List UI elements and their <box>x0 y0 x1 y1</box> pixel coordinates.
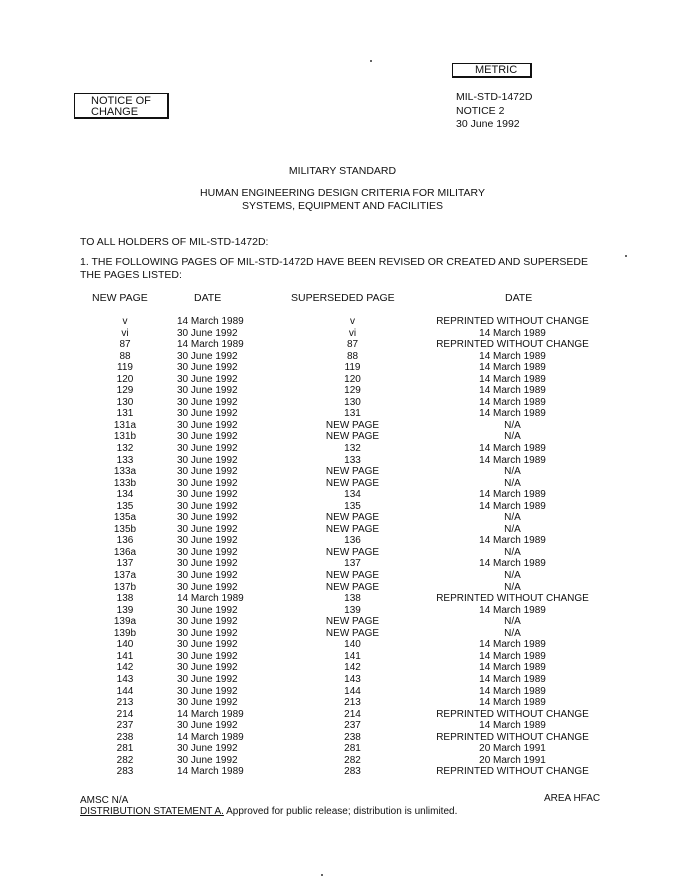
new-page-cell: 136a <box>113 546 137 558</box>
superseded-page-cell: 131 <box>344 408 361 420</box>
new-page-cell: 237 <box>116 720 134 732</box>
table-row <box>0 512 685 524</box>
table-row <box>0 455 685 467</box>
date-cell: 30 June 1992 <box>177 570 238 582</box>
superseded-date-cell: 20 March 1991 <box>479 743 546 755</box>
date-cell: 30 June 1992 <box>177 627 238 639</box>
superseded-date-cell: 14 March 1989 <box>479 697 546 709</box>
date-cell: 30 June 1992 <box>177 431 238 443</box>
new-page-cell: 139b <box>113 627 137 639</box>
superseded-page-cell: 134 <box>344 489 361 501</box>
superseded-page-cell: NEW PAGE <box>325 477 380 489</box>
new-page-cell: 140 <box>116 639 134 651</box>
document-title-line-2: SYSTEMS, EQUIPMENT AND FACILITIES <box>241 200 444 212</box>
superseded-page-cell: 281 <box>344 743 361 755</box>
date-cell: 14 March 1989 <box>177 316 244 327</box>
table-row <box>0 431 685 443</box>
new-page-cell: 141 <box>116 650 134 662</box>
superseded-page-cell: 138 <box>344 593 361 605</box>
superseded-page-cell: 119 <box>344 362 361 374</box>
superseded-date-cell: 14 March 1989 <box>479 408 546 420</box>
date-cell: 30 June 1992 <box>177 673 238 685</box>
document-title-line-1: HUMAN ENGINEERING DESIGN CRITERIA FOR MILITARY <box>200 187 485 199</box>
superseded-date-cell: N/A <box>504 466 521 478</box>
superseded-page-cell: NEW PAGE <box>325 419 380 431</box>
superseded-date-cell: 14 March 1989 <box>479 604 546 616</box>
notice-date: 30 June 1992 <box>456 118 520 130</box>
table-row <box>0 766 685 778</box>
superseded-date-cell: N/A <box>504 477 521 489</box>
table-row <box>0 662 685 674</box>
superseded-page-cell: 140 <box>344 639 361 651</box>
table-row <box>0 339 685 351</box>
column-header-date: DATE <box>194 292 222 304</box>
new-page-cell: 87 <box>119 339 131 351</box>
table-row <box>0 362 685 374</box>
date-cell: 30 June 1992 <box>177 604 238 616</box>
date-cell: 30 June 1992 <box>177 500 238 512</box>
new-page-cell: 132 <box>116 443 134 455</box>
superseded-page-cell: vi <box>348 327 357 339</box>
new-page-cell: 213 <box>116 697 134 709</box>
superseded-date-cell: 14 March 1989 <box>479 639 546 651</box>
new-page-cell: 129 <box>116 385 134 397</box>
superseded-date-cell: 14 March 1989 <box>479 396 546 408</box>
table-row <box>0 558 685 570</box>
superseded-page-cell: NEW PAGE <box>325 466 380 478</box>
document-id: MIL-STD-1472D <box>456 91 533 103</box>
superseded-page-cell: 283 <box>344 766 361 778</box>
distribution-label: DISTRIBUTION STATEMENT A. <box>80 806 224 817</box>
superseded-date-cell: 14 March 1989 <box>479 373 546 385</box>
date-cell: 14 March 1989 <box>177 731 244 743</box>
table-row <box>0 408 685 420</box>
standard-title: MILITARY STANDARD <box>288 165 397 177</box>
table-row <box>0 639 685 651</box>
table-row <box>0 686 685 698</box>
date-cell: 30 June 1992 <box>177 489 238 501</box>
superseded-date-cell: N/A <box>504 523 521 535</box>
page-table <box>0 316 685 778</box>
area-code: AREA HFAC <box>544 793 601 804</box>
table-row <box>0 397 685 409</box>
date-cell: 14 March 1989 <box>177 593 244 605</box>
new-page-cell: 139a <box>113 616 137 628</box>
new-page-cell: 88 <box>119 350 131 362</box>
superseded-page-cell: 130 <box>344 396 361 408</box>
new-page-cell: 131a <box>113 419 137 431</box>
superseded-date-cell: REPRINTED WITHOUT CHANGE <box>436 593 589 605</box>
amsc-code: AMSC N/A <box>80 795 129 806</box>
superseded-date-cell: N/A <box>504 627 521 639</box>
notice-number: NOTICE 2 <box>456 104 505 117</box>
scan-speck <box>625 255 627 257</box>
superseded-page-cell: 139 <box>344 604 361 616</box>
scan-speck <box>321 874 323 876</box>
table-row <box>0 570 685 582</box>
superseded-date-cell: REPRINTED WITHOUT CHANGE <box>436 339 589 351</box>
table-row <box>0 385 685 397</box>
superseded-page-cell: NEW PAGE <box>325 616 380 628</box>
date-cell: 30 June 1992 <box>177 662 238 674</box>
superseded-page-cell: 129 <box>344 385 361 397</box>
date-cell: 30 June 1992 <box>177 419 238 431</box>
superseded-page-cell: 132 <box>344 443 361 455</box>
new-page-cell: 137b <box>113 581 137 593</box>
superseded-page-cell: 214 <box>344 708 361 720</box>
new-page-cell: 119 <box>117 362 133 374</box>
superseded-date-cell: N/A <box>504 431 521 443</box>
superseded-date-cell: N/A <box>504 546 521 558</box>
new-page-cell: v <box>122 316 128 327</box>
date-cell: 30 June 1992 <box>177 443 238 455</box>
date-cell: 30 June 1992 <box>177 512 238 524</box>
superseded-page-cell: NEW PAGE <box>325 627 380 639</box>
superseded-date-cell: 14 March 1989 <box>479 662 546 674</box>
table-row <box>0 478 685 490</box>
superseded-date-cell: 14 March 1989 <box>479 673 546 685</box>
new-page-cell: 134 <box>116 489 134 501</box>
superseded-page-cell: 282 <box>344 754 361 766</box>
table-row <box>0 535 685 547</box>
table-row <box>0 743 685 755</box>
superseded-date-cell: 14 March 1989 <box>479 454 546 466</box>
superseded-date-cell: 20 March 1991 <box>479 754 546 766</box>
table-row <box>0 582 685 594</box>
superseded-date-cell: 14 March 1989 <box>479 443 546 455</box>
superseded-date-cell: 14 March 1989 <box>479 685 546 697</box>
superseded-page-cell: 120 <box>344 373 361 385</box>
date-cell: 14 March 1989 <box>177 766 244 778</box>
superseded-date-cell: REPRINTED WITHOUT CHANGE <box>436 316 589 327</box>
superseded-date-cell: N/A <box>504 570 521 582</box>
superseded-page-cell: 136 <box>344 535 361 547</box>
new-page-cell: 238 <box>116 731 134 743</box>
date-cell: 30 June 1992 <box>177 466 238 478</box>
date-cell: 30 June 1992 <box>177 454 238 466</box>
new-page-cell: 135b <box>113 523 137 535</box>
date-cell: 30 June 1992 <box>177 535 238 547</box>
date-cell: 14 March 1989 <box>177 708 244 720</box>
new-page-cell: 143 <box>116 673 134 685</box>
table-row <box>0 374 685 386</box>
new-page-cell: 144 <box>116 685 134 697</box>
superseded-page-cell: 143 <box>344 673 361 685</box>
table-row <box>0 443 685 455</box>
new-page-cell: 131b <box>113 431 137 443</box>
superseded-page-cell: 238 <box>344 731 361 743</box>
date-cell: 30 June 1992 <box>177 685 238 697</box>
date-cell: 30 June 1992 <box>177 477 238 489</box>
date-cell: 30 June 1992 <box>177 616 238 628</box>
date-cell: 14 March 1989 <box>177 339 244 351</box>
superseded-page-cell: 142 <box>344 662 361 674</box>
superseded-page-cell: NEW PAGE <box>325 546 380 558</box>
table-row <box>0 501 685 513</box>
date-cell: 30 June 1992 <box>177 743 238 755</box>
date-cell: 30 June 1992 <box>177 754 238 766</box>
table-row <box>0 547 685 559</box>
superseded-date-cell: 14 March 1989 <box>479 535 546 547</box>
holders-line: TO ALL HOLDERS OF MIL-STD-1472D: <box>80 236 269 248</box>
table-row <box>0 605 685 617</box>
table-row <box>0 316 685 328</box>
superseded-date-cell: 14 March 1989 <box>479 327 546 339</box>
new-page-cell: 214 <box>116 708 134 720</box>
superseded-date-cell: 14 March 1989 <box>479 489 546 501</box>
table-row <box>0 732 685 744</box>
table-row <box>0 616 685 628</box>
date-cell: 30 June 1992 <box>177 720 238 732</box>
table-row <box>0 489 685 501</box>
superseded-date-cell: REPRINTED WITHOUT CHANGE <box>436 731 589 743</box>
table-row <box>0 709 685 721</box>
table-row <box>0 351 685 363</box>
superseded-date-cell: 14 March 1989 <box>479 500 546 512</box>
new-page-cell: 138 <box>116 593 134 605</box>
superseded-date-cell: 14 March 1989 <box>479 350 546 362</box>
superseded-page-cell: 137 <box>344 558 361 570</box>
superseded-date-cell: N/A <box>504 616 521 628</box>
superseded-date-cell: 14 March 1989 <box>479 720 546 732</box>
distribution-text: Approved for public release; distribution is unlimited. <box>223 806 458 817</box>
superseded-page-cell: NEW PAGE <box>325 431 380 443</box>
superseded-page-cell: 87 <box>346 339 359 351</box>
new-page-cell: 120 <box>116 373 134 385</box>
revision-statement: 1. THE FOLLOWING PAGES OF MIL-STD-1472D HAVE BEEN REVISED OR CREATED AND SUPERSEDE THE PAGES LISTED: <box>80 256 589 281</box>
notice-of-change-box: NOTICE OF CHANGE <box>74 93 169 119</box>
date-cell: 30 June 1992 <box>177 385 238 397</box>
table-row <box>0 593 685 605</box>
column-header-superseded-date: DATE <box>505 292 533 304</box>
superseded-date-cell: N/A <box>504 512 521 524</box>
superseded-date-cell: N/A <box>504 581 521 593</box>
date-cell: 30 June 1992 <box>177 373 238 385</box>
superseded-date-cell: 14 March 1989 <box>479 650 546 662</box>
superseded-page-cell: NEW PAGE <box>325 581 380 593</box>
table-row <box>0 720 685 732</box>
date-cell: 30 June 1992 <box>177 650 238 662</box>
new-page-cell: 281 <box>116 743 134 755</box>
superseded-page-cell: NEW PAGE <box>325 523 380 535</box>
new-page-cell: 135 <box>116 500 134 512</box>
date-cell: 30 June 1992 <box>177 697 238 709</box>
date-cell: 30 June 1992 <box>177 523 238 535</box>
date-cell: 30 June 1992 <box>177 546 238 558</box>
table-row <box>0 328 685 340</box>
document-header <box>456 91 532 132</box>
date-cell: 30 June 1992 <box>177 350 238 362</box>
superseded-page-cell: 213 <box>344 697 361 709</box>
new-page-cell: 282 <box>116 754 134 766</box>
new-page-cell: 131 <box>116 408 134 420</box>
new-page-cell: 137a <box>113 570 137 582</box>
superseded-date-cell: REPRINTED WITHOUT CHANGE <box>436 766 589 778</box>
new-page-cell: 142 <box>116 662 134 674</box>
new-page-cell: 136 <box>116 535 134 547</box>
distribution-statement <box>80 806 457 817</box>
new-page-cell: 133a <box>113 466 137 478</box>
superseded-page-cell: 141 <box>344 650 361 662</box>
new-page-cell: 135a <box>113 512 137 524</box>
superseded-page-cell: 88 <box>346 350 359 362</box>
table-row <box>0 697 685 709</box>
superseded-date-cell: 14 March 1989 <box>479 362 546 374</box>
date-cell: 30 June 1992 <box>177 581 238 593</box>
metric-box: METRIC <box>452 63 532 78</box>
table-row <box>0 651 685 663</box>
superseded-date-cell: 14 March 1989 <box>479 385 546 397</box>
superseded-page-cell: 133 <box>344 454 361 466</box>
superseded-page-cell: 144 <box>344 685 361 697</box>
new-page-cell: vi <box>121 327 129 339</box>
superseded-date-cell: N/A <box>504 419 521 431</box>
new-page-cell: 133 <box>116 454 134 466</box>
table-row <box>0 466 685 478</box>
column-header-new-page: NEW PAGE <box>92 292 148 304</box>
superseded-page-cell: 135 <box>344 500 361 512</box>
new-page-cell: 137 <box>116 558 134 570</box>
new-page-cell: 133b <box>113 477 137 489</box>
column-header-superseded-page: SUPERSEDED PAGE <box>291 292 395 304</box>
date-cell: 30 June 1992 <box>177 362 238 374</box>
superseded-date-cell: 14 March 1989 <box>479 558 546 570</box>
date-cell: 30 June 1992 <box>177 558 238 570</box>
table-row <box>0 755 685 767</box>
scan-speck <box>370 60 372 62</box>
superseded-page-cell: NEW PAGE <box>325 570 380 582</box>
superseded-page-cell: v <box>350 316 355 327</box>
new-page-cell: 130 <box>116 396 134 408</box>
date-cell: 30 June 1992 <box>177 639 238 651</box>
table-row <box>0 628 685 640</box>
superseded-page-cell: 237 <box>344 720 361 732</box>
table-row <box>0 674 685 686</box>
date-cell: 30 June 1992 <box>177 327 238 339</box>
superseded-date-cell: REPRINTED WITHOUT CHANGE <box>436 708 589 720</box>
date-cell: 30 June 1992 <box>177 408 238 420</box>
date-cell: 30 June 1992 <box>177 396 238 408</box>
superseded-page-cell: NEW PAGE <box>325 512 380 524</box>
new-page-cell: 283 <box>116 766 134 778</box>
table-row <box>0 420 685 432</box>
document-title <box>0 187 685 213</box>
new-page-cell: 139 <box>116 604 134 616</box>
table-row <box>0 524 685 536</box>
